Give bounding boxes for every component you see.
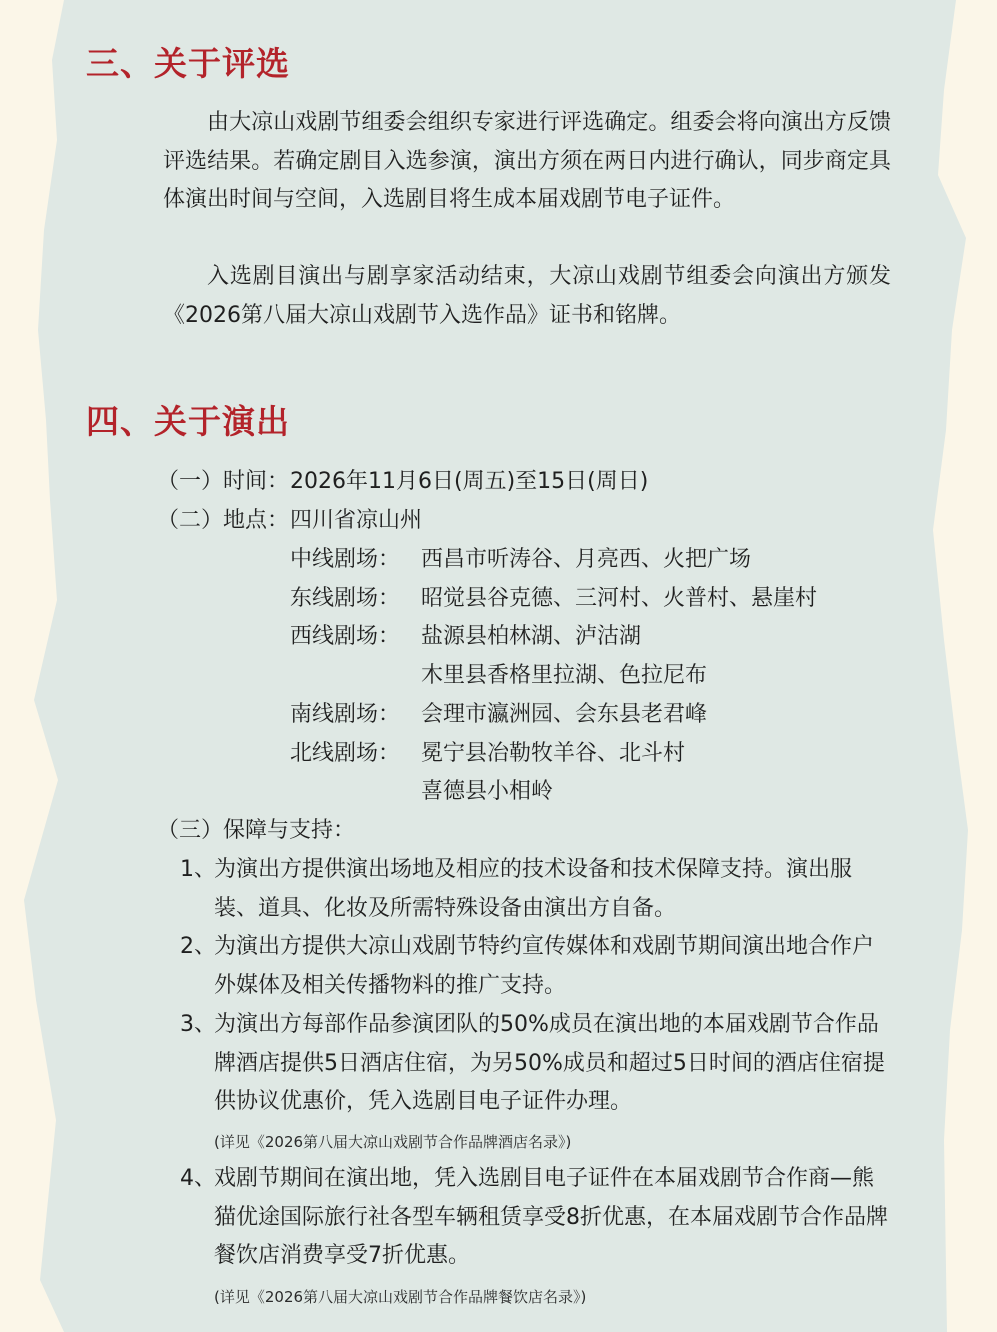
venue-central-name: 中线剧场： <box>290 547 401 572</box>
venue-central-line-1: 西昌市听涛谷、月亮西、火把广场 <box>421 547 752 572</box>
support-item-3-number: 3、 <box>180 1012 216 1037</box>
section-3-paragraph-1: 由大凉山戏剧节组委会组织专家进行评选确定。组委会将向演出方反馈评选结果。若确定剧目入选参演，演出方须在两日内进行确认，同步商定具体演出时间与空间，入选剧目将生成本届戏剧节电子证件。 <box>163 110 891 213</box>
section-3-paragraph-2: 入选剧目演出与剧享家活动结束，大凉山戏剧节组委会向演出方颁发《2026第八届大凉山戏剧节入选作品》证书和铭牌。 <box>163 264 891 328</box>
place-label: （二）地点： <box>157 508 290 533</box>
section-3-title: 三、关于评选 <box>86 44 290 83</box>
support-item-4-number: 4、 <box>180 1166 216 1191</box>
venue-east-name: 东线剧场： <box>290 586 401 611</box>
time-value: 2026年11月6日(周五)至15日(周日) <box>290 469 649 494</box>
venue-east-line-1: 昭觉县谷克德、三河村、火普村、悬崖村 <box>421 586 818 611</box>
support-item-4-text: 戏剧节期间在演出地，凭入选剧目电子证件在本届戏剧节合作商—熊猫优途国际旅行社各型车辆租赁享受8折优惠，在本届戏剧节合作品牌餐饮店消费享受7折优惠。 <box>214 1166 888 1269</box>
support-label: （三）保障与支持： <box>157 818 356 843</box>
venue-south-line-1: 会理市瀛洲园、会东县老君峰 <box>421 702 708 727</box>
support-item-3-note: (详见《2026第八届大凉山戏剧节合作品牌酒店名录》) <box>214 1133 572 1151</box>
venue-north-name: 北线剧场： <box>290 741 401 766</box>
venue-north-line-1: 冕宁县冶勒牧羊谷、北斗村 <box>421 741 686 766</box>
support-item-4-note: (详见《2026第八届大凉山戏剧节合作品牌餐饮店名录》) <box>214 1288 587 1306</box>
support-item-2-text: 为演出方提供大凉山戏剧节特约宣传媒体和戏剧节期间演出地合作户外媒体及相关传播物料的推广支持。 <box>214 934 875 998</box>
venue-north-line-2: 喜德县小相岭 <box>421 779 554 804</box>
support-item-3-text: 为演出方每部作品参演团队的50%成员在演出地的本届戏剧节合作品牌酒店提供5日酒店住宿，为另50%成员和超过5日时间的酒店住宿提供协议优惠价，凭入选剧目电子证件办理。 <box>214 1012 885 1115</box>
place-value: 四川省凉山州 <box>290 508 423 533</box>
venue-west-line-2: 木里县香格里拉湖、色拉尼布 <box>421 663 708 688</box>
section-4-title: 四、关于演出 <box>86 402 290 441</box>
venue-west-line-1: 盐源县柏林湖、泸沽湖 <box>421 624 642 649</box>
venue-west-name: 西线剧场： <box>290 624 401 649</box>
support-item-2-number: 2、 <box>180 934 216 959</box>
venue-south-name: 南线剧场： <box>290 702 401 727</box>
support-item-1-text: 为演出方提供演出场地及相应的技术设备和技术保障支持。演出服装、道具、化妆及所需特殊设备由演出方自备。 <box>214 857 853 921</box>
time-label: （一）时间： <box>157 469 290 494</box>
support-item-1-number: 1、 <box>180 857 216 882</box>
